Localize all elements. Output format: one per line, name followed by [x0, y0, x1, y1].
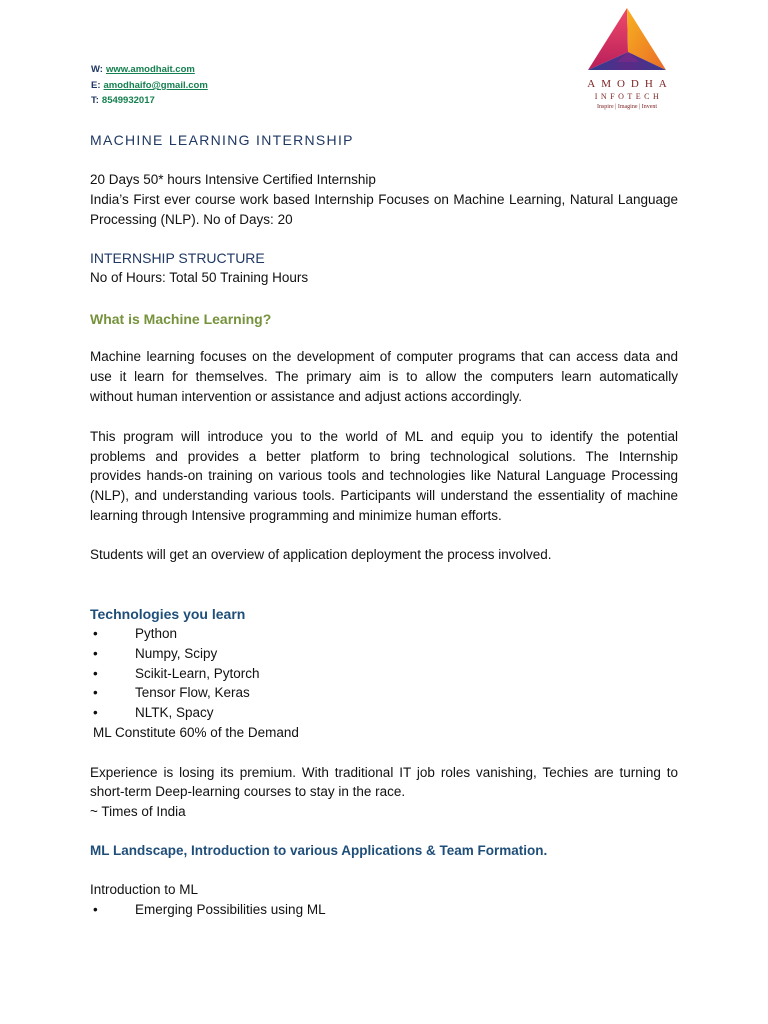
- list-item: • Tensor Flow, Keras: [93, 683, 653, 703]
- what-is-ml-heading: What is Machine Learning?: [90, 311, 272, 327]
- landscape-subheading: Introduction to ML: [90, 882, 199, 897]
- quote-line: short-term Deep-learning courses to stay in the race.: [90, 784, 406, 799]
- logo-tagline: Inspire | Imagine | Invent: [596, 104, 658, 110]
- list-item: • NLTK, Spacy: [93, 703, 653, 723]
- list-item: • Python: [93, 624, 653, 644]
- structure-heading: INTERNSHIP STRUCTURE: [90, 250, 265, 266]
- company-logo-icon: [587, 6, 667, 72]
- paragraph-line: This program will introduce you to the world of ML and equip you to identify the potential: [90, 429, 678, 444]
- quote-source: ~ Times of India: [90, 804, 186, 819]
- paragraph-line: without human intervention or assistance and adjust actions accordingly.: [90, 389, 522, 404]
- email-link[interactable]: amodhaifo@gmail.com: [103, 80, 208, 91]
- phone-label: T:: [91, 95, 99, 106]
- paragraph-line: use it learn for themselves. The primary aim is to allow the computers learn automatically: [90, 369, 678, 384]
- landscape-heading: ML Landscape, Introduction to various Applications & Team Formation.: [90, 843, 548, 858]
- logo-name: AMODHA: [587, 78, 673, 90]
- website-label: W:: [91, 64, 103, 75]
- intro-line: Processing (NLP). No of Days: 20: [90, 212, 293, 227]
- intro-line: India’s First ever course work based Internship Focuses on Machine Learning, Natural Language: [90, 192, 678, 207]
- paragraph-line: (NLP), and understanding various tools. Participants will understand the essentiality of machine: [90, 488, 678, 503]
- list-item: • Scikit-Learn, Pytorch: [93, 664, 653, 684]
- website-link[interactable]: www.amodhait.com: [105, 64, 195, 75]
- contact-email: [91, 79, 208, 93]
- students-note: Students will get an overview of application deployment the process involved.: [90, 547, 552, 562]
- paragraph-line: provides hands-on training on various tools and technologies like Natural Language Processing: [90, 468, 678, 483]
- logo-subname: INFOTECH: [594, 92, 663, 101]
- intro-line: 20 Days 50* hours Intensive Certified Internship: [90, 172, 376, 187]
- list-item: • Emerging Possibilities using ML: [93, 900, 653, 920]
- email-label: E:: [91, 80, 101, 91]
- structure-hours: No of Hours: Total 50 Training Hours: [90, 270, 309, 285]
- technologies-note: ML Constitute 60% of the Demand: [93, 725, 299, 740]
- quote-line: Experience is losing its premium. With traditional IT job roles vanishing, Techies are turning to: [90, 765, 678, 780]
- contact-website: [91, 63, 195, 77]
- paragraph-line: learning through Intensive programming and minimize human efforts.: [90, 508, 502, 523]
- page-title: MACHINE LEARNING INTERNSHIP: [90, 132, 354, 148]
- paragraph-line: problems and provides a better platform to bring technological solutions. The Internship: [90, 449, 678, 464]
- technologies-heading: Technologies you learn: [90, 606, 246, 622]
- phone-number: 8549932017: [101, 95, 155, 106]
- paragraph-line: Machine learning focuses on the development of computer programs that can access data and: [90, 349, 678, 364]
- contact-phone: [91, 94, 155, 108]
- list-item: • Numpy, Scipy: [93, 644, 653, 664]
